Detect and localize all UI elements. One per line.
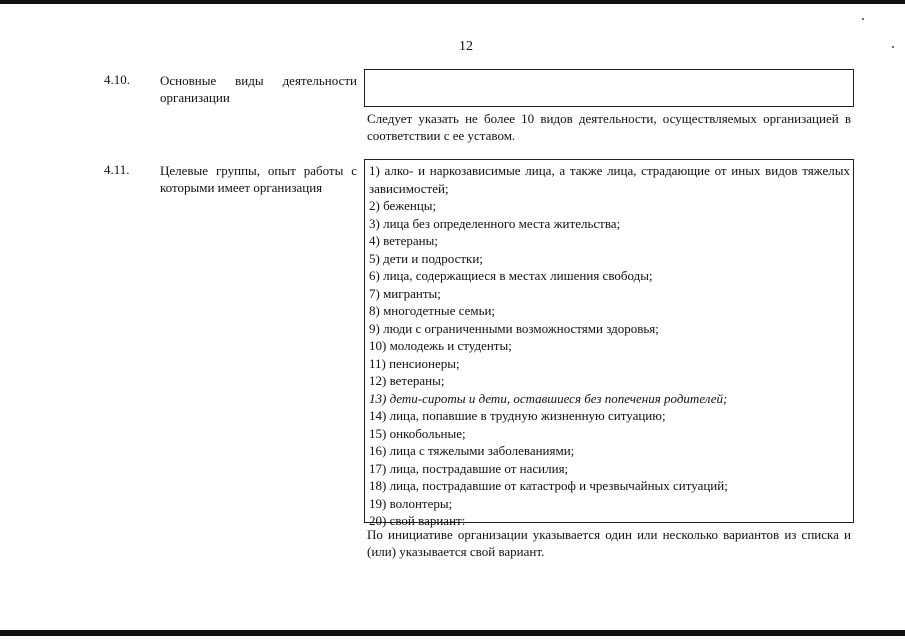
section-label: Основные виды деятельности организации — [160, 73, 357, 105]
target-group-option[interactable]: 18) лица, пострадавшие от катастроф и чрезвычайных ситуаций; — [369, 478, 728, 493]
target-group-option[interactable]: 14) лица, попавшие в трудную жизненную ситуацию; — [369, 408, 666, 423]
target-group-option[interactable]: 10) молодежь и студенты; — [369, 338, 512, 353]
target-group-option[interactable]: 17) лица, пострадавшие от насилия; — [369, 460, 569, 476]
activities-input-field[interactable] — [364, 69, 854, 107]
target-group-option[interactable]: 9) люди с ограниченными возможностями здоровья; — [369, 320, 659, 336]
scan-speck — [892, 46, 894, 48]
target-group-option[interactable]: 12) ветераны; — [369, 373, 445, 388]
target-group-option[interactable]: 20) свой вариант: — [369, 513, 466, 528]
target-group-option[interactable]: 16) лица с тяжелыми заболеваниями; — [369, 443, 575, 458]
target-group-option[interactable]: 11) пенсионеры; — [369, 355, 460, 371]
target-group-option[interactable]: 19) волонтеры; — [369, 495, 453, 511]
section-number: 4.10. — [104, 72, 130, 87]
section-note: Следует указать не более 10 видов деятельности, осуществляемых организацией в соответствии с ее уставом. — [367, 111, 851, 143]
target-group-option[interactable]: 13) дети-сироты и дети, оставшиеся без попечения родителей; — [369, 390, 728, 406]
target-group-option[interactable]: 5) дети и подростки; — [369, 250, 483, 266]
target-group-option[interactable]: 2) беженцы; — [369, 198, 437, 213]
section-note: По инициативе организации указывается один или несколько вариантов из списка и (или) указывается свой вариант. — [367, 527, 851, 559]
page-number: 12 — [459, 39, 473, 54]
target-groups-list — [365, 160, 853, 530]
section-label: Целевые группы, опыт работы с которыми имеет организация — [160, 163, 357, 195]
target-group-option[interactable]: 1) алко- и наркозависимые лица, а также лица, страдающие от иных видов тяжелых зависимостей; — [369, 163, 850, 196]
target-group-option[interactable]: 6) лица, содержащиеся в местах лишения свободы; — [369, 268, 653, 283]
scan-speck — [862, 18, 864, 20]
target-group-option[interactable]: 7) мигранты; — [369, 285, 441, 301]
target-groups-field[interactable] — [364, 159, 854, 528]
section-number: 4.11. — [104, 162, 130, 177]
target-group-option[interactable]: 15) онкобольные; — [369, 425, 466, 441]
target-group-option[interactable]: 3) лица без определенного места жительства; — [369, 215, 621, 231]
target-group-option[interactable]: 4) ветераны; — [369, 233, 438, 248]
top-scan-border — [0, 0, 905, 4]
bottom-scan-border — [0, 630, 905, 636]
target-group-option[interactable]: 8) многодетные семьи; — [369, 303, 496, 318]
